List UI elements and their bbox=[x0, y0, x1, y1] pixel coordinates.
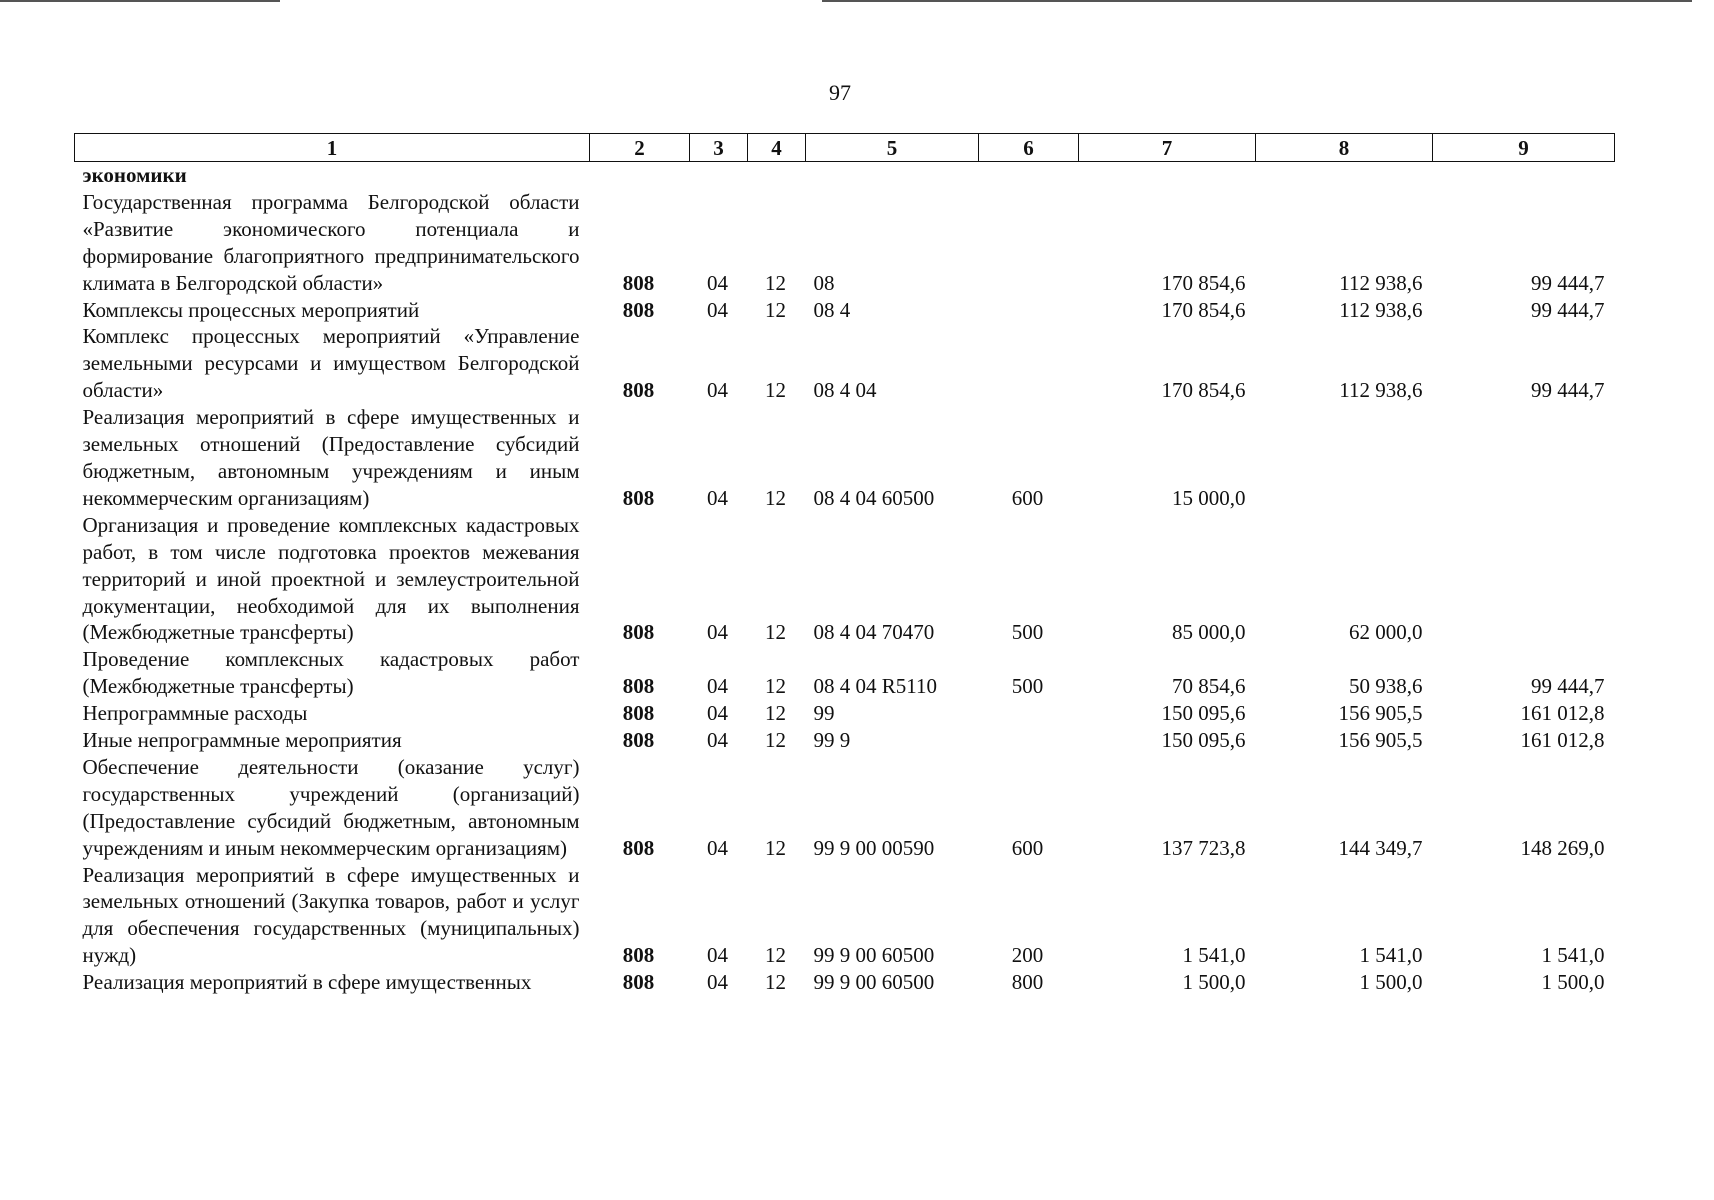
cell-expense-name: Непрограммные расходы bbox=[82, 701, 308, 726]
table-row bbox=[75, 323, 1615, 404]
cell-amount-col8: 112 938,6 bbox=[1339, 270, 1423, 295]
cell-subsection-code: 12 bbox=[765, 485, 786, 510]
cell-expense-type-code: 500 bbox=[1011, 620, 1044, 645]
column-header-7: 7 bbox=[1079, 134, 1256, 162]
cell-ved-code: 808 bbox=[622, 701, 655, 726]
cell-amount-col9: 148 269,0 bbox=[1520, 835, 1605, 860]
cell-section-code: 04 bbox=[707, 378, 728, 403]
cell-target-article-code: 99 bbox=[813, 701, 835, 726]
cell-expense-type-code: 600 bbox=[1011, 835, 1044, 860]
cell-subsection-code: 12 bbox=[765, 270, 786, 295]
cell-amount-col9 bbox=[1433, 512, 1615, 647]
cell-expense-type-code: 800 bbox=[1011, 970, 1044, 995]
table-row bbox=[75, 754, 1615, 862]
cell-subsection-code: 12 bbox=[765, 835, 786, 860]
column-header-3: 3 bbox=[690, 134, 748, 162]
cell-section-code: 04 bbox=[707, 620, 728, 645]
cell-target-article-code bbox=[806, 162, 979, 189]
table-header-row bbox=[75, 134, 1615, 162]
column-header-1: 1 bbox=[75, 134, 590, 162]
cell-subsection-code: 12 bbox=[765, 620, 786, 645]
cell-amount-col8: 156 905,5 bbox=[1338, 701, 1423, 726]
cell-target-article-code: 08 4 04 R5110 bbox=[813, 674, 937, 699]
cell-section-code: 04 bbox=[707, 728, 728, 753]
cell-amount-col9: 161 012,8 bbox=[1520, 701, 1605, 726]
cell-subsection-code: 12 bbox=[765, 674, 786, 699]
table-row bbox=[75, 297, 1615, 324]
cell-expense-type-code bbox=[979, 189, 1079, 297]
cell-amount-col7: 15 000,0 bbox=[1172, 485, 1246, 510]
table-row bbox=[75, 189, 1615, 297]
cell-expense-name: Реализация мероприятий в сфере имущественных bbox=[82, 970, 532, 995]
column-header-9: 9 bbox=[1433, 134, 1615, 162]
column-header-8: 8 bbox=[1256, 134, 1433, 162]
cell-ved-code: 808 bbox=[622, 728, 655, 753]
cell-amount-col8: 1 500,0 bbox=[1359, 970, 1423, 995]
cell-section-code: 04 bbox=[707, 943, 728, 968]
cell-subsection-code bbox=[748, 162, 806, 189]
cell-expense-name: Обеспечение деятельности (оказание услуг) государственных учреждений (организаций) (Предоставление субсидий бюджетным, автономным учреждениям и иным некоммерческим организациям) bbox=[82, 754, 580, 860]
column-header-5: 5 bbox=[806, 134, 979, 162]
cell-amount-col7: 70 854,6 bbox=[1172, 674, 1246, 699]
cell-amount-col7: 150 095,6 bbox=[1161, 728, 1246, 753]
cell-amount-col9: 99 444,7 bbox=[1531, 270, 1605, 295]
cell-amount-col8: 1 541,0 bbox=[1359, 943, 1423, 968]
column-header-6: 6 bbox=[979, 134, 1079, 162]
page-number: 97 bbox=[829, 80, 851, 105]
cell-expense-type-code: 200 bbox=[1011, 943, 1044, 968]
cell-target-article-code: 08 4 04 60500 bbox=[813, 485, 935, 510]
cell-subsection-code: 12 bbox=[765, 943, 786, 968]
table-header bbox=[75, 134, 1615, 162]
cell-section-code bbox=[690, 162, 748, 189]
cell-target-article-code: 99 9 00 00590 bbox=[813, 835, 935, 860]
cell-amount-col7 bbox=[1079, 162, 1256, 189]
column-header-2: 2 bbox=[590, 134, 690, 162]
cell-ved-code: 808 bbox=[622, 674, 655, 699]
table-body bbox=[75, 162, 1615, 997]
cell-expense-name: Проведение комплексных кадастровых работ (Межбюджетные трансферты) bbox=[82, 647, 580, 699]
cell-expense-name: Организация и проведение комплексных кадастровых работ, в том числе подготовка проектов межевания территорий и иной проектной и землеустроительной документации, необходимой для их выполнения (Межбюджетные трансферты) bbox=[82, 512, 580, 645]
cell-amount-col7: 1 500,0 bbox=[1182, 970, 1246, 995]
table-row bbox=[75, 646, 1615, 700]
cell-amount-col9: 99 444,7 bbox=[1531, 674, 1605, 699]
cell-ved-code: 808 bbox=[622, 835, 655, 860]
cell-amount-col8: 156 905,5 bbox=[1338, 728, 1423, 753]
cell-ved-code: 808 bbox=[622, 378, 655, 403]
cell-amount-col7: 137 723,8 bbox=[1161, 835, 1246, 860]
cell-expense-type-code bbox=[979, 297, 1079, 324]
cell-ved-code: 808 bbox=[622, 297, 655, 322]
table-row bbox=[75, 700, 1615, 727]
cell-target-article-code: 99 9 00 60500 bbox=[813, 970, 935, 995]
cell-amount-col9 bbox=[1433, 404, 1615, 512]
cell-ved-code: 808 bbox=[622, 943, 655, 968]
cell-target-article-code: 08 4 04 bbox=[813, 378, 877, 403]
cell-amount-col7: 150 095,6 bbox=[1161, 701, 1246, 726]
cell-amount-col7: 170 854,6 bbox=[1161, 378, 1246, 403]
cell-subsection-code: 12 bbox=[765, 297, 786, 322]
cell-amount-col8 bbox=[1256, 162, 1433, 189]
column-header-4: 4 bbox=[748, 134, 806, 162]
cell-subsection-code: 12 bbox=[765, 970, 786, 995]
cell-amount-col9: 161 012,8 bbox=[1520, 728, 1605, 753]
cell-section-code: 04 bbox=[707, 485, 728, 510]
cell-expense-name: Комплекс процессных мероприятий «Управление земельными ресурсами и имуществом Белгородской области» bbox=[82, 324, 580, 403]
cell-amount-col8: 62 000,0 bbox=[1349, 620, 1423, 645]
cell-subsection-code: 12 bbox=[765, 701, 786, 726]
cell-amount-col8: 112 938,6 bbox=[1339, 297, 1423, 322]
cell-expense-name: Реализация мероприятий в сфере имущественных и земельных отношений (Закупка товаров, работ и услуг для обеспечения государственных (муниципальных) нужд) bbox=[82, 862, 580, 968]
cell-expense-type-code bbox=[979, 162, 1079, 189]
cell-expense-name: Комплексы процессных мероприятий bbox=[82, 297, 420, 322]
cell-expense-type-code bbox=[979, 700, 1079, 727]
cell-ved-code: 808 bbox=[622, 620, 655, 645]
cell-amount-col9: 99 444,7 bbox=[1531, 378, 1605, 403]
cell-amount-col7: 170 854,6 bbox=[1161, 297, 1246, 322]
cell-section-code: 04 bbox=[707, 270, 728, 295]
cell-amount-col9: 1 500,0 bbox=[1541, 970, 1605, 995]
cell-target-article-code: 08 4 bbox=[813, 297, 851, 322]
cell-amount-col8: 50 938,6 bbox=[1349, 674, 1423, 699]
cell-amount-col8: 112 938,6 bbox=[1339, 378, 1423, 403]
cell-amount-col8: 144 349,7 bbox=[1338, 835, 1423, 860]
cell-subsection-code: 12 bbox=[765, 728, 786, 753]
cell-ved-code bbox=[590, 162, 690, 189]
cell-section-code: 04 bbox=[707, 674, 728, 699]
cell-section-code: 04 bbox=[707, 835, 728, 860]
cell-amount-col8 bbox=[1256, 404, 1433, 512]
cell-amount-col9 bbox=[1433, 162, 1615, 189]
cell-expense-name: Государственная программа Белгородской области «Развитие экономического потенциала и формирование благоприятного предпринимательского климата в Белгородской области» bbox=[82, 189, 580, 295]
table-row bbox=[75, 969, 1615, 996]
cell-expense-type-code bbox=[979, 323, 1079, 404]
cell-expense-name: Иные непрограммные мероприятия bbox=[82, 728, 402, 753]
cell-target-article-code: 99 9 bbox=[813, 728, 851, 753]
table-row bbox=[75, 162, 1615, 189]
cell-section-code: 04 bbox=[707, 701, 728, 726]
cell-amount-col9: 99 444,7 bbox=[1531, 297, 1605, 322]
cell-target-article-code: 08 bbox=[813, 270, 835, 295]
cell-amount-col7: 170 854,6 bbox=[1161, 270, 1246, 295]
cell-target-article-code: 08 4 04 70470 bbox=[813, 620, 935, 645]
cell-ved-code: 808 bbox=[622, 270, 655, 295]
scan-edge-line-right bbox=[822, 0, 1692, 2]
cell-expense-type-code bbox=[979, 727, 1079, 754]
scan-edge-line-left bbox=[0, 0, 280, 2]
budget-table bbox=[74, 133, 1615, 996]
cell-expense-type-code: 600 bbox=[1011, 485, 1044, 510]
cell-ved-code: 808 bbox=[622, 970, 655, 995]
table-row bbox=[75, 512, 1615, 647]
cell-amount-col7: 85 000,0 bbox=[1172, 620, 1246, 645]
table-row bbox=[75, 862, 1615, 970]
cell-expense-type-code: 500 bbox=[1011, 674, 1044, 699]
cell-ved-code: 808 bbox=[622, 485, 655, 510]
table-row bbox=[75, 404, 1615, 512]
cell-target-article-code: 99 9 00 60500 bbox=[813, 943, 935, 968]
cell-section-code: 04 bbox=[707, 970, 728, 995]
table-row bbox=[75, 727, 1615, 754]
cell-amount-col9: 1 541,0 bbox=[1541, 943, 1605, 968]
cell-section-code: 04 bbox=[707, 297, 728, 322]
cell-expense-name: экономики bbox=[82, 163, 187, 187]
cell-amount-col7: 1 541,0 bbox=[1182, 943, 1246, 968]
cell-expense-name: Реализация мероприятий в сфере имущественных и земельных отношений (Предоставление субсидий бюджетным, автономным учреждениям и иным некоммерческим организациям) bbox=[82, 405, 580, 510]
cell-subsection-code: 12 bbox=[765, 378, 786, 403]
